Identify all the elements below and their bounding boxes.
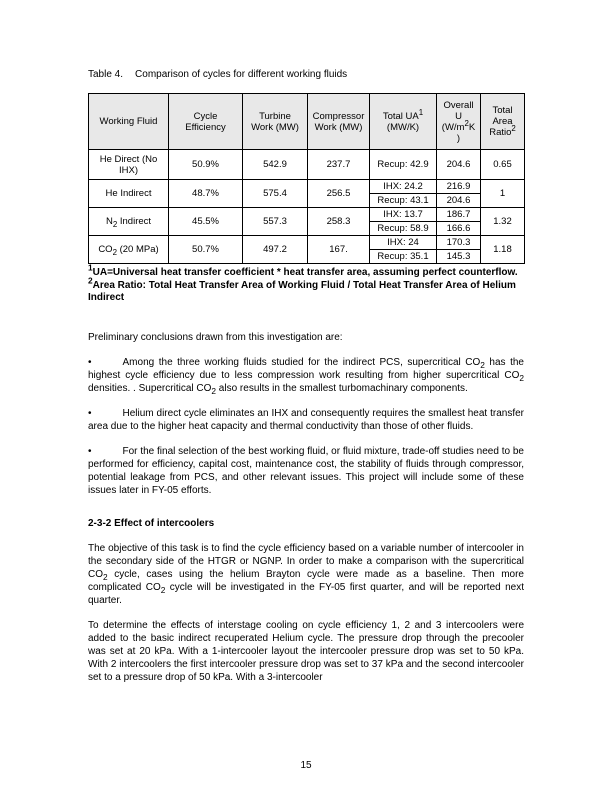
cell-overall-u-ihx: 216.9 xyxy=(437,180,481,194)
col-header-total-ua: Total $UA^1$ (MW/K) xyxy=(370,94,437,150)
col-header-turbine-work: Turbine Work (MW) xyxy=(243,94,308,150)
bullet-text: For the final selection of the best working fluid, or fluid mixture, trade-off studies need to be performed for efficiency, capital cost, maintenance cost, the stability of fluids through compressor, potential leakage from PCS, and other relevant issues. This project will include some of these issues later in FY-05 efforts. xyxy=(88,445,524,496)
cell-total-ua-ihx: IHX: 24 xyxy=(370,236,437,250)
cell-turbine-work: 542.9 xyxy=(243,150,308,180)
cell-efficiency: 50.9% xyxy=(169,150,243,180)
cell-overall-u-ihx: 170.3 xyxy=(437,236,481,250)
comparison-table xyxy=(88,93,525,264)
cell-overall-u-recup: 204.6 xyxy=(437,194,481,208)
col-header-cycle-efficiency: Cycle Efficiency xyxy=(169,94,243,150)
bullet-marker: • xyxy=(88,407,92,419)
table-caption xyxy=(88,68,524,81)
cell-fluid: He Indirect xyxy=(89,180,169,208)
footnote-area-ratio xyxy=(88,275,524,305)
cell-turbine-work: 497.2 xyxy=(243,236,308,264)
cell-efficiency: 45.5% xyxy=(169,208,243,236)
cell-overall-u-ihx: 186.7 xyxy=(437,208,481,222)
cell-total-ua-recup: Recup: 58.9 xyxy=(370,222,437,236)
cell-area-ratio: 1.18 xyxy=(481,236,525,264)
cell-total-ua-recup: Recup: 35.1 xyxy=(370,250,437,264)
cell-fluid: He Direct (No IHX) xyxy=(89,150,169,180)
conclusions-intro: Preliminary conclusions drawn from this investigation are: xyxy=(88,331,343,343)
cell-overall-u-recup: 145.3 xyxy=(437,250,481,264)
bullet-marker: • xyxy=(88,356,92,368)
table-row-he-indirect xyxy=(89,180,525,194)
cell-total-ua-ihx: IHX: 13.7 xyxy=(370,208,437,222)
cell-area-ratio: 1 xyxy=(481,180,525,208)
cell-compressor-work: 256.5 xyxy=(308,180,370,208)
bullet-text: Helium direct cycle eliminates an IHX and consequently requires the smallest heat transfer area due to the higher heat capacity and thermal conductivity than those of other fluids. xyxy=(88,407,524,432)
footnote-marker: 2 xyxy=(88,275,93,286)
bullet-text: Among the three working fluids studied for the indirect PCS, supercritical $CO_2$ has the highest cycle efficiency due to less compression work resulting from higher supercritical $CO_2$ densities. . Supercritical $CO_2$ also results in the smallest turbomachinary components. xyxy=(88,356,524,396)
table-caption-text: Comparison of cycles for different working fluids xyxy=(135,69,348,80)
paragraph-objective: The objective of this task is to find the cycle efficiency based on a variable number of intercooler in the secondary side of the HTGR or NGNP. In order to make a comparison with the supercritical $CO_2$ cycle, cases using the helium Brayton cycle were made as a baseline. Then more complicated $CO_2$ cycle will be investigated in the FY-05 first quarter, and will be reported next quarter. xyxy=(88,542,525,606)
footnote-marker: 1 xyxy=(88,262,93,273)
footnote-text: Area Ratio: Total Heat Transfer Area of Working Fluid / Total Heat Transfer Area of Helium Indirect xyxy=(88,279,516,303)
table-footnotes xyxy=(88,262,524,305)
col-header-compressor-work: Compressor Work (MW) xyxy=(308,94,370,150)
cell-overall-u: 204.6 xyxy=(437,150,481,180)
cell-total-ua-ihx: IHX: 24.2 xyxy=(370,180,437,194)
cell-compressor-work: 237.7 xyxy=(308,150,370,180)
bullet-marker: • xyxy=(88,445,92,457)
bullet-item-tradeoff-studies xyxy=(88,445,524,497)
cell-fluid: $N_2$ Indirect xyxy=(89,208,169,236)
cell-area-ratio: 1.32 xyxy=(481,208,525,236)
section-heading-intercoolers: 2-3-2 Effect of intercoolers xyxy=(88,517,215,529)
cell-turbine-work: 557.3 xyxy=(243,208,308,236)
footnote-text: UA=Universal heat transfer coefficient * heat transfer area, assuming perfect counterflow. xyxy=(92,267,518,278)
bullet-item-helium-direct xyxy=(88,407,524,433)
cell-efficiency: 48.7% xyxy=(169,180,243,208)
col-header-overall-u: Overall U ($W/m^2K$ ) xyxy=(437,94,481,150)
cell-total-ua-recup: Recup: 43.1 xyxy=(370,194,437,208)
paragraph-interstage-cooling: To determine the effects of interstage cooling on cycle efficiency 1, 2 and 3 intercoolers were added to the basic indirect recuperated Helium cycle. The pressure drop through the precooler was set at 20 kPa. With a 1-intercooler layout the intercooler pressure drop was set to 50 kPa. With 2 intercoolers the first intercooler pressure drop was set to 37 kPa and the second intercooler set to a pressure drop of 50 kPa. With a 3-intercooler xyxy=(88,619,524,683)
bullet-item-co2-efficiency xyxy=(88,356,524,395)
footnote-ua xyxy=(88,262,524,280)
cell-fluid: $CO_2$ (20 MPa) xyxy=(89,236,169,264)
table-row-n2-indirect xyxy=(89,208,525,222)
table-caption-label: Table 4. xyxy=(88,69,124,80)
cell-area-ratio: 0.65 xyxy=(481,150,525,180)
col-header-working-fluid: Working Fluid xyxy=(89,94,169,150)
cell-turbine-work: 575.4 xyxy=(243,180,308,208)
cell-efficiency: 50.7% xyxy=(169,236,243,264)
cell-total-ua: Recup: 42.9 xyxy=(370,150,437,180)
table-header-row xyxy=(89,94,525,150)
table-row-he-direct xyxy=(89,150,525,180)
cell-overall-u-recup: 166.6 xyxy=(437,222,481,236)
col-header-total-area-ratio: Total Area Ratio$^2$ xyxy=(481,94,525,150)
cell-compressor-work: 167. xyxy=(308,236,370,264)
cell-compressor-work: 258.3 xyxy=(308,208,370,236)
page-number: 15 xyxy=(300,760,312,771)
table-row-co2 xyxy=(89,236,525,250)
